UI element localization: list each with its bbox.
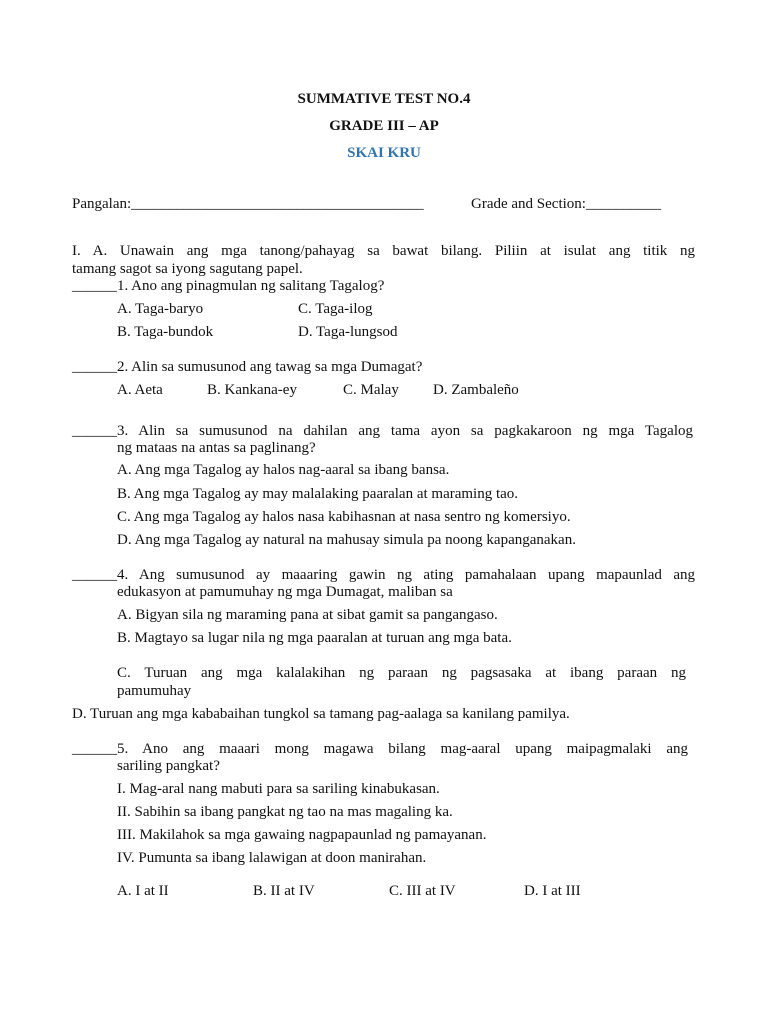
- question-5-choice-a: A. I at II: [117, 883, 169, 899]
- question-2-text: ______2. Alin sa sumusunod ang tawag sa mga Dumagat?: [72, 359, 423, 375]
- grade-subject: GRADE III – AP: [329, 118, 439, 134]
- question-5-text-line-1: ______5. Ano ang maaari mong magawa bilang mag-aaral upang maipagmalaki ang: [72, 741, 688, 757]
- question-1-choice-d: D. Taga-lungsod: [298, 324, 398, 340]
- question-2-choice-b: B. Kankana-ey: [207, 382, 297, 398]
- question-5-choice-b: B. II at IV: [253, 883, 315, 899]
- question-4-choice-d: D. Turuan ang mga kababaihan tungkol sa tamang pag-aalaga sa kanilang pamilya.: [72, 706, 570, 722]
- question-5-text-line-2: sariling pangkat?: [117, 758, 220, 774]
- question-1-choice-a: A. Taga-baryo: [117, 301, 204, 317]
- question-4-choice-b: B. Magtayo sa lugar nila ng mga paaralan at turuan ang mga bata.: [117, 630, 512, 646]
- question-3-choice-b: B. Ang mga Tagalog ay may malalaking paaralan at maraming tao.: [117, 486, 519, 502]
- question-3-text-line-2: ng mataas na antas sa paglinang?: [117, 440, 316, 456]
- question-5-statement-4: IV. Pumunta sa ibang lalawigan at doon manirahan.: [117, 850, 427, 866]
- question-5-statement-2: II. Sabihin sa ibang pangkat ng tao na mas magaling ka.: [117, 804, 453, 820]
- question-1-text: ______1. Ano ang pinagmulan ng salitang Tagalog?: [72, 278, 385, 294]
- question-3-choice-c: C. Ang mga Tagalog ay halos nasa kabihasnan at nasa sentro ng komersiyo.: [117, 509, 571, 525]
- question-4-choice-c-line-1: C. Turuan ang mga kalalakihan ng paraan ng pagsasaka at ibang paraan ng: [117, 665, 686, 681]
- question-2-choice-c: C. Malay: [343, 382, 399, 398]
- question-5-statement-3: III. Makilahok sa mga gawaing nagpapaunlad ng pamayanan.: [117, 827, 487, 843]
- question-4-choice-c-line-2: pamumuhay: [117, 683, 192, 699]
- question-1-choice-b: B. Taga-bundok: [117, 324, 214, 340]
- question-4-text-line-1: ______4. Ang sumusunod ay maaaring gawin ng ating pamahalaan upang mapaunlad ang: [72, 567, 695, 583]
- question-5-statement-1: I. Mag-aral nang mabuti para sa sariling kinabukasan.: [117, 781, 440, 797]
- question-5-choice-d: D. I at III: [524, 883, 581, 899]
- instructions-line-1: I. A. Unawain ang mga tanong/pahayag sa bawat bilang. Piliin at isulat ang titik ng: [72, 243, 695, 259]
- question-1-choice-c: C. Taga-ilog: [298, 301, 373, 317]
- question-2-choice-d: D. Zambaleño: [433, 382, 519, 398]
- question-3-choice-d: D. Ang mga Tagalog ay natural na mahusay simula pa noong kapanganakan.: [117, 532, 576, 548]
- question-2-choice-a: A. Aeta: [117, 382, 163, 398]
- question-4-text-line-2: edukasyon at pamumuhay ng mga Dumagat, maliban sa: [117, 584, 453, 600]
- instructions-line-2: tamang sagot sa iyong sagutang papel.: [72, 261, 303, 277]
- test-title: SUMMATIVE TEST NO.4: [297, 91, 471, 107]
- question-5-choice-c: C. III at IV: [389, 883, 456, 899]
- author-name: SKAI KRU: [347, 145, 421, 161]
- question-4-choice-a: A. Bigyan sila ng maraming pana at sibat gamit sa pangangaso.: [117, 607, 498, 623]
- question-3-text-line-1: ______3. Alin sa sumusunod na dahilan ang tama ayon sa pagkakaroon ng mga Tagalog: [72, 423, 693, 439]
- name-field-label: Pangalan:_______________________________________: [72, 196, 424, 212]
- question-3-choice-a: A. Ang mga Tagalog ay halos nag-aaral sa ibang bansa.: [117, 462, 450, 478]
- grade-section-field-label: Grade and Section:__________: [471, 196, 661, 212]
